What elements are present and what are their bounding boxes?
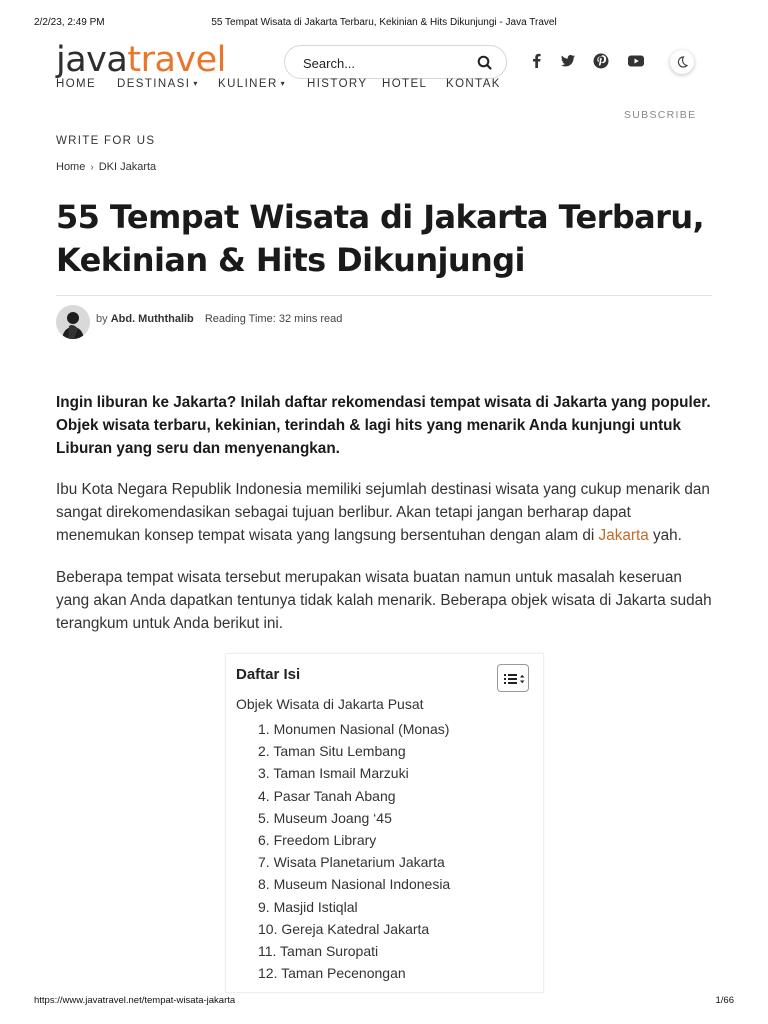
youtube-icon[interactable] (627, 52, 645, 70)
nav-item-label: HOME (56, 78, 97, 90)
breadcrumb-home[interactable]: Home (56, 161, 86, 173)
table-of-contents (225, 653, 544, 993)
toc-item[interactable]: 1. Monumen Nasional (Monas) (258, 721, 450, 737)
logo-part-java: java (56, 40, 128, 80)
breadcrumb (56, 161, 156, 173)
print-page-number: 1/66 (715, 995, 734, 1006)
toc-item[interactable]: 11. Taman Suropati (258, 943, 379, 960)
nav-item-hotel[interactable] (382, 78, 427, 90)
toc-item[interactable]: 7. Wisata Planetarium Jakarta (258, 854, 445, 871)
nav-item-label: KONTAK (446, 78, 501, 90)
write-for-us-link[interactable]: WRITE FOR US (56, 135, 156, 147)
twitter-icon[interactable] (559, 52, 577, 70)
subscribe-link[interactable]: SUBSCRIBE (624, 109, 697, 121)
toc-title: Daftar Isi (236, 666, 301, 683)
author-row (56, 305, 456, 339)
print-footer (0, 995, 768, 1009)
author-name-link[interactable]: Abd. Muththalib (110, 313, 194, 325)
jakarta-link[interactable]: Jakarta (598, 527, 649, 544)
logo-part-travel: travel (127, 40, 226, 80)
main-nav (56, 76, 516, 90)
nav-item-label: HOTEL (382, 78, 428, 90)
search-icon[interactable] (476, 54, 494, 72)
toc-item[interactable]: 10. Gereja Katedral Jakarta (258, 920, 430, 937)
toc-item[interactable]: 4. Pasar Tanah Abang (258, 787, 396, 804)
breadcrumb-dki-jakarta[interactable]: DKI Jakarta (98, 161, 157, 173)
article-paragraph: Beberapa tempat wisata tersebut merupakan wisata buatan namun untuk masalah keseruan yang akan Anda dapatkan tentunya tidak kalah menarik. Beberapa objek wisata di Jakarta sudah terangkum untuk Anda berikut ini. (56, 569, 712, 632)
print-page-title: 55 Tempat Wisata di Jakarta Terbaru, Kekinian & Hits Dikunjungi - Java Travel (211, 17, 557, 28)
paragraph-text: yah. (648, 527, 682, 544)
avatar[interactable] (56, 305, 90, 339)
chevron-down-icon: ▾ (193, 79, 199, 88)
nav-item-history[interactable] (307, 78, 368, 90)
nav-item-kontak[interactable] (446, 78, 501, 90)
author-by-label: by (96, 313, 108, 325)
toc-item[interactable]: 5. Museum Joang ‘45 (258, 809, 392, 826)
toc-toggle-button[interactable] (497, 664, 529, 692)
toc-item[interactable]: 3. Taman Ismail Marzuki (258, 765, 409, 782)
toc-item[interactable]: 8. Museum Nasional Indonesia (258, 876, 451, 893)
nav-item-home[interactable] (56, 78, 96, 90)
nav-item-label: DESTINASI (117, 78, 191, 90)
search-input[interactable] (303, 53, 468, 73)
print-url: https://www.javatravel.net/tempat-wisata-jakarta (34, 995, 236, 1006)
article-title: 55 Tempat Wisata di Jakarta Terbaru, Kekinian & Hits Dikunjungi (56, 198, 705, 279)
title-divider (56, 295, 712, 296)
toc-section-link[interactable]: Objek Wisata di Jakarta Pusat (236, 696, 424, 712)
toc-list (258, 718, 450, 984)
article-paragraph (56, 478, 712, 547)
author-meta (96, 313, 342, 325)
toc-item[interactable]: 9. Masjid Istiqlal (258, 898, 358, 915)
paragraph-text: Ibu Kota Negara Republik Indonesia memiliki sejumlah destinasi wisata yang cukup menarik dan sangat direkomendasikan sebagai tujuan berlibur. Akan tetapi jangan berharap dapat menemukan konsep tempat wisata yang langsung bersentuhan dengan alam di (56, 481, 710, 544)
breadcrumb-separator: › (90, 162, 94, 173)
nav-item-destinasi[interactable] (117, 78, 199, 90)
toc-item[interactable]: 6. Freedom Library (258, 832, 377, 849)
nav-item-label: KULINER (218, 78, 278, 90)
pinterest-icon[interactable] (592, 52, 610, 70)
moon-icon (670, 50, 694, 74)
facebook-icon[interactable] (528, 52, 546, 70)
toc-item[interactable]: 12. Taman Pecenongan (258, 965, 406, 982)
list-icon (498, 665, 530, 693)
nav-item-label: HISTORY (307, 78, 368, 90)
chevron-down-icon: ▾ (280, 79, 287, 88)
nav-item-kuliner[interactable] (218, 78, 286, 90)
search-box (284, 45, 507, 79)
reading-time: Reading Time: 32 mins read (204, 313, 343, 325)
toc-item[interactable]: 2. Taman Situ Lembang (258, 743, 406, 760)
print-datetime: 2/2/23, 2:49 PM (34, 17, 105, 28)
article-lead: Ingin liburan ke Jakarta? Inilah daftar rekomendasi tempat wisata di Jakarta yang populer. Objek wisata terbaru, kekinian, terindah & lagi hits yang menarik Anda kunjungi untuk Liburan yang seru dan menyenangkan. (56, 394, 711, 457)
print-header (0, 17, 768, 31)
dark-mode-toggle[interactable] (670, 50, 694, 74)
